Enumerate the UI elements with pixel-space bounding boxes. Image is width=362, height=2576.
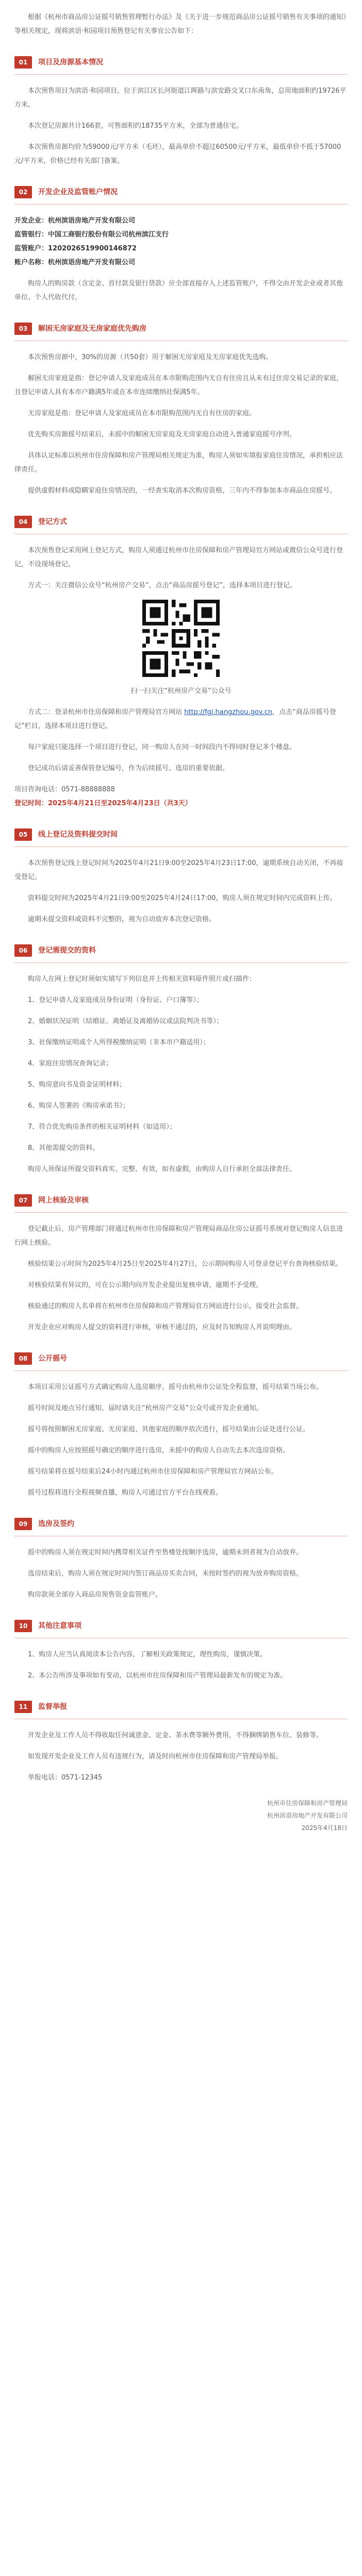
priority-quota-text: 本次预售房源中，30%的房源（共50套）用于解困无房家庭及无房家庭优先选购。 [28,353,273,361]
hardship-family-definition: 解困无房家庭是指：登记申请人及家庭成员在本市限购范围内无自有住房且从未有过住房交易记录的家庭，且登记申请人具有本市户籍满5年或在本市连续缴纳社保满5年。 [14,375,343,396]
required-material-item: 2、婚姻状况证明（结婚证、离婚证及离婚协议或法院判决书等）； [28,1018,223,1025]
lottery-result-publish: 摇号结果将在摇号结束后24小时内通过杭州市住房保障和房产管理局官方网站公布。 [28,1468,278,1476]
section-title: 公开摇号 [38,1354,67,1363]
section-header-08 [14,1351,348,1366]
price-text: 本次预售房源均价为59000元/平方米（毛坯），最高单价不超过60500元/平方米，最低单价不低于57000元/平方米，价格已经有关部门备案。 [14,143,341,165]
report-phone: 举报电话：0571-12345 [28,1774,103,1782]
material-submission-time: 资料提交时间为2025年4月21日9:00至2025年4月24日17:00，购房人须在规定时间内完成资料上传。 [28,894,337,902]
section-title: 登记需提交的资料 [38,946,96,955]
lottery-order-text: 摇号将按照解困无房家庭、无房家庭、其他家庭的顺序依次进行，摇号结果由公证处进行公证。 [28,1426,310,1433]
section-divider [14,74,348,75]
section-number-badge: 06 [14,944,32,957]
section-number-badge: 02 [14,186,32,198]
notice-item: 2、本公告所涉及事项如有变动，以杭州市住房保障和房产管理局最新发布的规定为准。 [28,1672,287,1680]
section-number-badge: 11 [14,1701,32,1713]
registration-method-intro: 本次预售登记采用网上登记方式，购房人须通过杭州市住房保障和房产管理局官方网站或微信公众号进行登记，不设现场登记。 [14,547,343,568]
lottery-time-notice: 摇号时间及地点另行通知，届时请关注“杭州房产交易”公众号或开发企业通知。 [28,1404,263,1412]
section-divider [14,846,348,847]
priority-rollover-text: 优先购买房源摇号结束后，未摇中的解困无房家庭及无房家庭自动进入普通家庭摇号序列。 [28,431,297,438]
intro-paragraph: 根据《杭州市商品房公证摇号销售管理暂行办法》及《关于进一步规范商品房公证摇号销售有关事项的通知》等相关规定，现将滨语·和园项目预售登记有关事宜公告如下： [14,13,347,35]
section-header-06 [14,943,348,958]
qr-caption: 扫一扫关注“杭州房产交易”公众号 [130,687,232,695]
section-divider [14,962,348,963]
passed-list-publicity: 核验通过的购房人名单将在杭州市住房保障和房产管理局官方网站进行公示，接受社会监督。 [28,1302,303,1310]
section-divider [14,1370,348,1371]
section-number-badge: 08 [14,1352,32,1365]
section-title: 开发企业及监管账户情况 [38,188,118,196]
section-number-badge: 01 [14,56,32,69]
section-header-04 [14,514,348,530]
section-header-02 [14,184,348,200]
contract-signing-rule: 选房结束后，购房人须在规定时间内签订商品房买卖合同，未按时签约的视为放弃购房资格。 [28,1570,303,1578]
section-title: 选房及签约 [38,1520,74,1528]
keep-number-note: 登记成功后请妥善保管登记编号，作为后续摇号、选房的重要依据。 [28,765,229,772]
section-header-05 [14,827,348,842]
section-title: 其他注意事项 [38,1622,81,1630]
section-number-badge: 04 [14,516,32,528]
developer-company: 开发企业：杭州滨语房地产开发有限公司 [14,217,136,225]
project-location-text: 本次预售项目为滨语·和园项目，位于滨江区长河街道江晖路与滨安路交叉口东南角，总用地面积约19726平方米。 [14,87,347,109]
report-instruction: 如发现开发企业及工作人员有违规行为，请及时向杭州市住房保障和房产管理局举报。 [28,1753,283,1760]
supervision-account: 监管账户：1202026519900146872 [14,245,137,252]
method-two-text [14,705,348,733]
section-number-badge: 09 [14,1518,32,1530]
lottery-result-rule: 摇中的购房人应按照摇号确定的顺序进行选房，未摇中的购房人自动失去本次选房资格。 [28,1447,290,1454]
section-header-03 [14,321,348,336]
no-extra-fee-rule: 开发企业及工作人员不得收取任何诚意金、定金、茶水费等额外费用，不得捆绑销售车位、装修等。 [28,1732,323,1739]
signature-date: 2025年4月18日 [301,1824,348,1832]
required-material-item: 8、其他需提交的资料。 [28,1144,100,1152]
house-selection-rule: 摇中的购房人须在规定时间内携带相关证件至售楼处按顺序选房，逾期未到者视为自动放弃。 [28,1549,303,1556]
section-header-09 [14,1516,348,1532]
section-header-10 [14,1618,348,1634]
no-house-family-definition: 无房家庭是指：登记申请人及家庭成员在本市限购范围内无自有住房的家庭。 [28,410,256,417]
section-title: 监督举报 [38,1703,67,1711]
signature-block [14,1797,348,1834]
developer-review-text: 开发企业应对购房人提交的资料进行审核，审核不通过的，应及时告知购房人并说明理由。 [28,1324,297,1331]
signature-authority: 杭州市住房保障和房产管理局 [267,1800,348,1807]
section-title: 解困无房家庭及无房家庭优先购房 [38,325,146,333]
method-two-suffix: ，点击“商品房摇号登记”栏目，选择本项目进行登记。 [14,708,336,730]
online-verification-text: 登记截止后，房产管理部门将通过杭州市住房保障和房产管理局商品住房公证摇号系统对登记购房人信息进行网上核验。 [14,1225,343,1247]
official-website-link[interactable]: http://fgj.hangzhou.gov.cn [184,708,273,716]
verification-publicity-time: 核验结果公示时间为2025年4月25日至2025年4月27日，公示期间购房人可登录登记平台查询核验结果。 [28,1260,342,1268]
truthfulness-statement: 购房人须保证所提交资料真实、完整、有效，如有虚假，由购房人自行承担全部法律责任。 [28,1165,297,1173]
house-count-text: 本次登记房源共计166套，可售面积约18735平方米，全部为普通住宅。 [28,122,243,130]
required-material-item: 5、购房意向书及资金证明材料； [28,1081,126,1089]
signature-developer: 杭州滨语房地产开发有限公司 [267,1812,348,1819]
section-number-badge: 05 [14,828,32,841]
late-submission-rule: 逾期未提交资料或资料不完整的，视为自动放弃本次登记资格。 [28,916,216,923]
section-title: 网上核验及审核 [38,1196,89,1205]
objection-rule: 对核验结果有异议的，可在公示期内向开发企业提出复核申请，逾期不予受理。 [28,1281,263,1289]
supervision-bank: 监管银行：中国工商银行股份有限公司杭州滨江支行 [14,231,169,239]
online-registration-time: 本次预售登记线上登记时间为2025年4月21日9:00至2025年4月23日17:00，逾期系统自动关闭，不再接受登记。 [14,859,343,881]
section-divider [14,1212,348,1213]
notice-item: 1、购房人应当认真阅读本公告内容，了解相关政策规定，理性购房，谨慎决策。 [28,1651,267,1658]
registration-period: 登记时间：2025年4月21日至2025年4月23日（共3天） [14,800,192,807]
section-title: 登记方式 [38,518,67,526]
notarized-lottery-text: 本项目采用公证摇号方式确定购房人选房顺序，摇号由杭州市公证处全程监督，摇号结果当场公布。 [28,1383,323,1391]
section-header-11 [14,1699,348,1715]
section-title: 项目及房源基本情况 [38,58,103,66]
section-header-01 [14,55,348,70]
live-stream-text: 摇号过程将进行全程视频直播，购房人可通过官方平台在线观看。 [28,1489,223,1497]
section-number-badge: 03 [14,323,32,335]
supervision-note: 购房人的购房款（含定金、首付款及银行贷款）应全部直接存入上述监管账户，不得交由开发企业或者其他单位、个人代收代付。 [14,280,343,301]
standard-reference-text: 具体认定标准以杭州市住房保障和房产管理局相关规定为准，购房人须如实填报家庭住房情况，承担相应法律责任。 [14,452,343,473]
single-project-rule: 每户家庭只能选择一个项目进行登记，同一购房人在同一时间段内不得同时登记多个楼盘。 [28,743,297,751]
required-material-item: 6、购房人签署的《购房承诺书》； [28,1102,129,1110]
section-number-badge: 07 [14,1194,32,1207]
required-material-item: 4、家庭住房情况查询记录； [28,1060,113,1067]
account-name: 账户名称：杭州滨语房地产开发有限公司 [14,259,136,266]
section-divider [14,204,348,205]
method-one-text: 方式一：关注微信公众号“杭州房产交易”，点击“商品房摇号登记”，选择本项目进行登记。 [28,582,297,589]
required-material-item: 1、登记申请人及家庭成员身份证明（身份证、户口簿等）； [28,996,203,1004]
qr-code-icon [142,600,220,677]
required-materials-intro: 购房人在网上登记时须如实填写下列信息并上传相关资料原件照片或扫描件： [28,975,256,983]
required-material-item: 3、社保缴纳证明或个人所得税缴纳证明（非本市户籍适用）； [28,1039,210,1046]
payment-account-rule: 购房款须全部存入商品房预售资金监管账户。 [28,1591,162,1599]
method-two-prefix: 方式二：登录杭州市住房保障和房产管理局官方网站 [28,708,185,716]
consult-phone: 项目咨询电话：0571-88888888 [14,786,115,793]
section-number-badge: 10 [14,1620,32,1632]
section-header-07 [14,1193,348,1208]
false-material-penalty: 提供虚假材料或隐瞒家庭住房情况的，一经查实取消本次购房资格，三年内不得参加本市商品住房摇号。 [28,487,337,495]
section-title: 线上登记及资料提交时间 [38,831,118,839]
required-material-item: 7、符合优先购房条件的相关证明材料（如适用）； [28,1123,176,1131]
